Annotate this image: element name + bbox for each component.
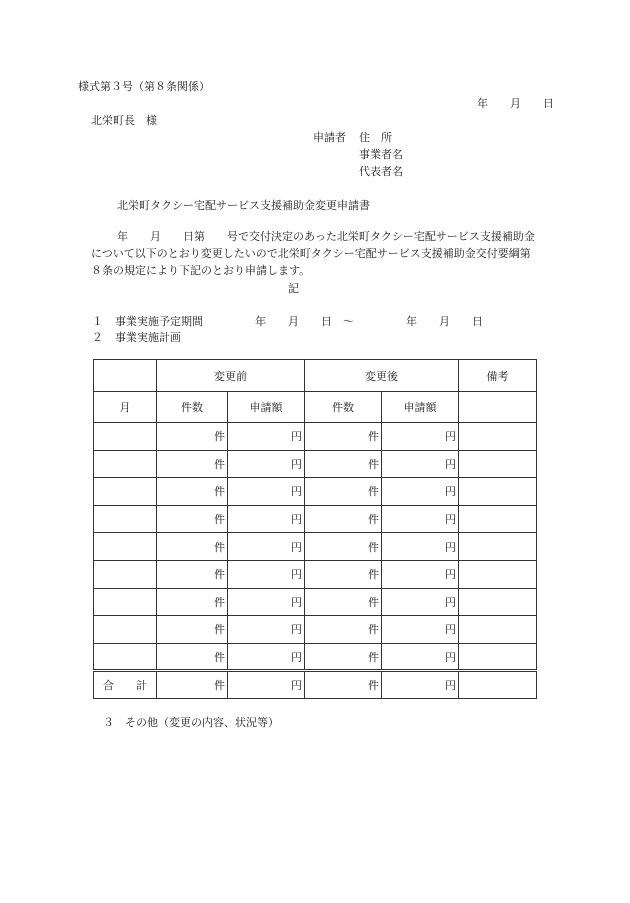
document-title: 北栄町タクシー宅配サービス支援補助金変更申請書: [117, 199, 370, 212]
after-count-cell: 件: [305, 560, 382, 588]
date-line: 年 月 日: [477, 97, 554, 110]
item1-label: 事業実施予定期間: [115, 315, 203, 328]
item1-end-date: 年 月 日: [406, 315, 483, 328]
after-amount-cell: 円: [382, 478, 459, 506]
item2-label: 事業実施計画: [115, 331, 181, 344]
representative-label: 代表者名: [359, 165, 403, 178]
total-after-count-unit: 件: [305, 671, 382, 699]
item1-start-date: 年 月 日 ～: [255, 315, 354, 328]
after-amount-cell: 円: [382, 423, 459, 451]
body-line-3: ８条の規定により下記のとおり申請します。: [91, 264, 311, 277]
business-name-label: 事業者名: [359, 148, 403, 161]
month-cell: [94, 533, 157, 561]
table-row: [94, 616, 537, 644]
before-amount-cell: 円: [228, 423, 305, 451]
before-count-cell: 件: [157, 478, 228, 506]
month-cell: [94, 643, 157, 671]
before-amount-cell: 円: [228, 643, 305, 671]
before-count-cell: 件: [157, 533, 228, 561]
ki-note-mark: 記: [288, 282, 299, 295]
before-amount-header: 申請額: [228, 392, 305, 423]
before-amount-cell: 円: [228, 450, 305, 478]
month-cell: [94, 478, 157, 506]
remarks-subheader: [459, 392, 537, 423]
form-number: 様式第３号（第８条関係）: [78, 80, 210, 93]
before-count-cell: 件: [157, 423, 228, 451]
before-amount-cell: 円: [228, 560, 305, 588]
body-line-2: について以下のとおり変更したいので北栄町タクシー宅配サービス支援補助金交付要綱第: [91, 247, 531, 260]
before-amount-cell: 円: [228, 533, 305, 561]
before-count-cell: 件: [157, 505, 228, 533]
before-amount-cell: 円: [228, 616, 305, 644]
before-amount-cell: 円: [228, 588, 305, 616]
remarks-cell: [459, 423, 537, 451]
after-amount-cell: 円: [382, 560, 459, 588]
before-amount-cell: 円: [228, 478, 305, 506]
after-amount-cell: 円: [382, 588, 459, 616]
total-remarks-cell: [459, 671, 537, 699]
blank-header-cell: [94, 360, 157, 392]
remarks-cell: [459, 478, 537, 506]
month-cell: [94, 450, 157, 478]
after-count-cell: 件: [305, 588, 382, 616]
before-count-cell: 件: [157, 560, 228, 588]
remarks-cell: [459, 588, 537, 616]
month-header: 月: [94, 392, 157, 423]
applicant-label: 申請者: [313, 131, 346, 144]
body-line-1: 年 月 日第 号で交付決定のあった北栄町タクシー宅配サービス支援補助金: [117, 230, 535, 243]
month-cell: [94, 560, 157, 588]
before-change-header: 変更前: [157, 360, 305, 392]
after-count-cell: 件: [305, 505, 382, 533]
table-row: [94, 533, 537, 561]
plan-table: [93, 359, 537, 699]
after-amount-cell: 円: [382, 533, 459, 561]
table-row: [94, 505, 537, 533]
table-row: [94, 478, 537, 506]
month-cell: [94, 423, 157, 451]
total-before-amount-unit: 円: [228, 671, 305, 699]
table-row: [94, 588, 537, 616]
remarks-cell: [459, 560, 537, 588]
after-amount-cell: 円: [382, 643, 459, 671]
before-count-cell: 件: [157, 643, 228, 671]
month-cell: [94, 616, 157, 644]
remarks-cell: [459, 450, 537, 478]
table-row: [94, 643, 537, 671]
item2-number: ２: [92, 331, 103, 344]
after-amount-cell: 円: [382, 450, 459, 478]
before-amount-cell: 円: [228, 505, 305, 533]
after-count-cell: 件: [305, 533, 382, 561]
remarks-cell: [459, 533, 537, 561]
table-row: [94, 560, 537, 588]
after-count-header: 件数: [305, 392, 382, 423]
after-count-cell: 件: [305, 450, 382, 478]
after-amount-cell: 円: [382, 505, 459, 533]
after-count-cell: 件: [305, 643, 382, 671]
table-row: [94, 423, 537, 451]
table-row: [94, 450, 537, 478]
after-change-header: 変更後: [305, 360, 459, 392]
total-before-count-unit: 件: [157, 671, 228, 699]
month-cell: [94, 588, 157, 616]
before-count-cell: 件: [157, 616, 228, 644]
remarks-cell: [459, 616, 537, 644]
remarks-cell: [459, 643, 537, 671]
remarks-cell: [459, 505, 537, 533]
addressee: 北栄町長 様: [91, 114, 157, 127]
plan-rows: [94, 423, 537, 671]
month-cell: [94, 505, 157, 533]
after-amount-header: 申請額: [382, 392, 459, 423]
after-count-cell: 件: [305, 616, 382, 644]
address-label: 住 所: [359, 131, 392, 144]
after-count-cell: 件: [305, 478, 382, 506]
total-label: 合 計: [94, 671, 157, 699]
total-after-amount-unit: 円: [382, 671, 459, 699]
item1-number: １: [92, 315, 103, 328]
item3-other: ３ その他（変更の内容、状況等）: [103, 716, 279, 729]
before-count-cell: 件: [157, 450, 228, 478]
after-count-cell: 件: [305, 423, 382, 451]
remarks-header: 備考: [459, 360, 537, 392]
before-count-header: 件数: [157, 392, 228, 423]
after-amount-cell: 円: [382, 616, 459, 644]
before-count-cell: 件: [157, 588, 228, 616]
